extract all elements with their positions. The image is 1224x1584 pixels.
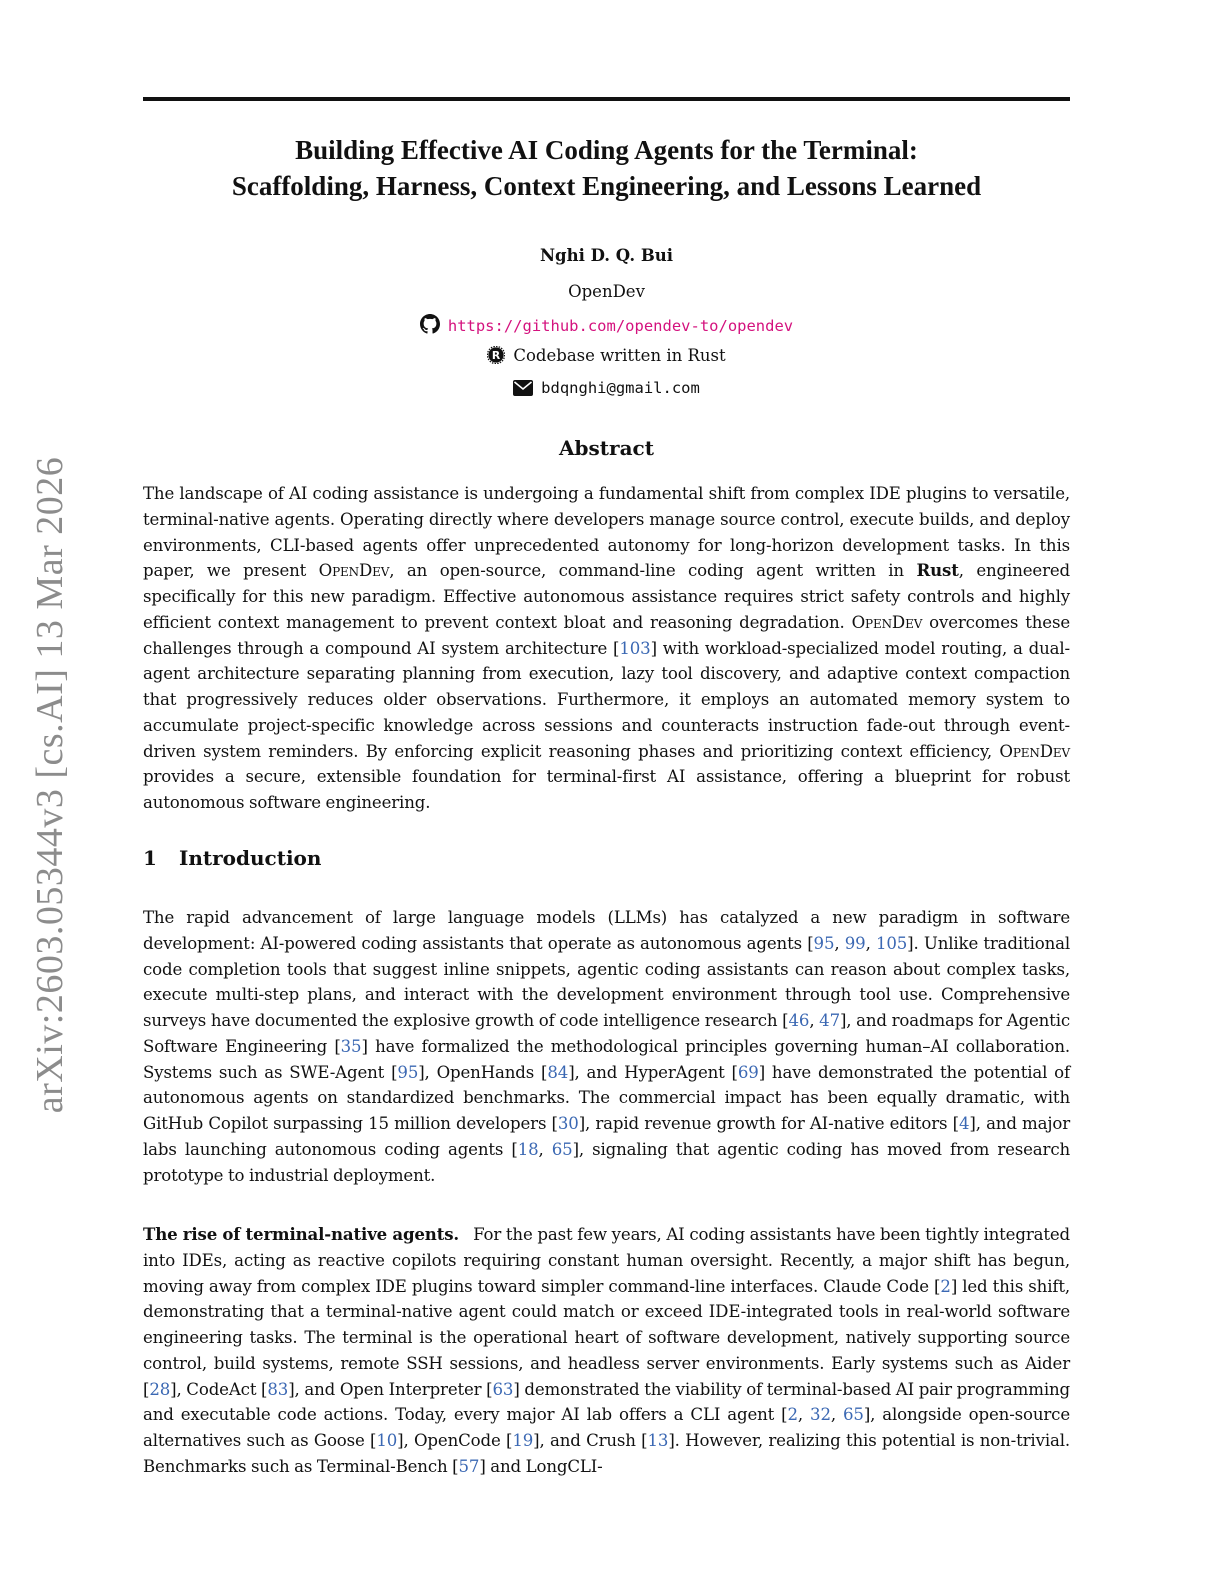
abstract-heading: Abstract (559, 436, 654, 460)
section-number: 1 (143, 846, 157, 870)
citation-link[interactable]: 105 (875, 933, 908, 953)
top-rule (143, 97, 1070, 101)
codebase-note: Codebase written in Rust (513, 346, 726, 365)
citation-link[interactable]: 2 (940, 1276, 951, 1296)
citation-link[interactable]: 19 (512, 1431, 534, 1450)
citation-link[interactable]: 84 (547, 1062, 569, 1082)
opendev-name: OpenDev (851, 612, 923, 632)
citation-link[interactable]: 30 (557, 1114, 579, 1133)
citation-link[interactable]: 95 (813, 933, 835, 953)
codebase-row (143, 346, 1070, 368)
rust-emphasis: Rust (916, 560, 959, 581)
repo-link-row[interactable] (143, 314, 1070, 338)
section-heading-introduction (143, 846, 321, 870)
citation-link[interactable]: 28 (149, 1379, 171, 1399)
citation-link[interactable]: 65 (551, 1139, 573, 1159)
citation-link[interactable]: 63 (492, 1379, 514, 1399)
citation-link[interactable]: 46 (788, 1011, 810, 1030)
citation-link[interactable]: 95 (397, 1062, 419, 1082)
email-address[interactable]: bdqnghi@gmail.com (541, 379, 700, 397)
citation-link[interactable]: 2 (787, 1405, 798, 1425)
citation-link[interactable]: 4 (958, 1114, 970, 1133)
paragraph-run-in-heading: The rise of terminal-native agents. (143, 1224, 460, 1244)
opendev-name: OpenDev (999, 741, 1070, 761)
abstract-text: The landscape of AI coding assistance is undergoing a fundamental shift from complex IDE plugins to versatile, terminal-native agents. Operating directly where developers manage source control, execute builds, and deploy environments, CLI-based agents offer unprecedented autonomy for long-horizon development tasks. In this paper, we present OpenDev, an open-source, command-line coding agent written in Rust, engineered specifically for this new paradigm. Effective autonomous assistance requires strict safety controls and highly efficient context management to prevent context bloat and reasoning degradation. OpenDev overcomes these challenges through a compound AI system architecture [103] with workload-specialized model routing, a dual-agent architecture separating planning from execution, lazy tool discovery, and adaptive context compaction that progressively reduces older observations. Furthermore, it employs an automated memory system to accumulate project-specific knowledge across sessions and counteracts instruction fade-out through event-driven system reminders. By enforcing explicit reasoning phases and prioritizing context efficiency, OpenDev provides a secure, extensible foundation for terminal-first AI assistance, offering a blueprint for robust autonomous software engineering. (143, 484, 1070, 812)
rust-icon (487, 346, 505, 368)
citation-link[interactable]: 47 (819, 1011, 840, 1030)
title-line-1: Building Effective AI Coding Agents for the Terminal: (295, 135, 918, 165)
arxiv-sidebar-stamp (20, 440, 80, 1130)
citation-link[interactable]: 69 (737, 1062, 759, 1082)
citation-link[interactable]: 57 (458, 1456, 480, 1476)
citation-link[interactable]: 35 (340, 1036, 362, 1056)
citation-link[interactable]: 13 (647, 1431, 669, 1450)
citation-link[interactable]: 32 (810, 1405, 831, 1425)
intro-paragraph-1: The rapid advancement of large language models (LLMs) has catalyzed a new paradigm in software development: AI-powered coding assistants that operate as autonomous agents [95, 99, 105]. Unlike traditional code completion tools that suggest inline snippets, agentic coding assistants can reason about complex tasks, execute multi-step plans, and interact with the development environment through tool use. Comprehensive surveys have documented the explosive growth of code intelligence research [46, 47], and roadmaps for Agentic Software Engineering [35] have formalized the methodological principles governing human–AI collaboration. Systems such as SWE-Agent [95], OpenHands [84], and HyperAgent [69] have demonstrated the potential of autonomous agents on standardized benchmarks. The commercial impact has been equally dramatic, with GitHub Copilot surpassing 15 million developers [30], rapid revenue growth for AI-native editors [4], and major labs launching autonomous coding agents [18, 65], signaling that agentic coding has moved from research prototype to industrial deployment. (143, 908, 1071, 1185)
citation-link[interactable]: 103 (619, 638, 651, 658)
section-title: Introduction (179, 846, 322, 870)
envelope-icon (513, 380, 533, 400)
arxiv-identifier: arXiv:2603.05344v3 [cs.AI] 13 Mar 2026 (29, 456, 72, 1114)
affiliation: OpenDev (568, 282, 645, 301)
github-icon (420, 314, 440, 338)
author-name: Nghi D. Q. Bui (539, 246, 674, 265)
email-row[interactable] (143, 378, 1070, 400)
svg-text:R: R (492, 348, 501, 362)
citation-link[interactable]: 18 (517, 1139, 539, 1159)
citation-link[interactable]: 83 (267, 1379, 289, 1399)
repo-url-link[interactable]: https://github.com/opendev-to/opendev (447, 317, 794, 335)
citation-link[interactable]: 10 (376, 1431, 398, 1450)
citation-link[interactable]: 99 (844, 933, 866, 953)
opendev-name: OpenDev (318, 561, 390, 581)
citation-link[interactable]: 65 (843, 1405, 864, 1425)
intro-paragraph-2: The rise of terminal-native agents. For the past few years, AI coding assistants have been tightly integrated into IDEs, acting as reactive copilots requiring constant human oversight. Recently, a major shift has begun, moving away from complex IDE plugins toward simpler command-line interfaces. Claude Code [2] led this shift, demonstrating that a terminal-native agent could match or exceed IDE-integrated tools in real-world software engineering tasks. The terminal is the operational heart of software development, natively supporting source control, build systems, remote SSH sessions, and headless server environments. Early systems such as Aider [28], CodeAct [83], and Open Interpreter [63] demonstrated the viability of terminal-based AI pair programming and executable code actions. Today, every major AI lab offers a CLI agent [2, 32, 65], alongside open-source alternatives such as Goose [10], OpenCode [19], and Crush [13]. However, realizing this potential is non-trivial. Benchmarks such as Terminal-Bench [57] and LongCLI- (143, 1224, 1071, 1476)
title-line-2: Scaffolding, Harness, Context Engineering, and Lessons Learned (231, 171, 982, 201)
